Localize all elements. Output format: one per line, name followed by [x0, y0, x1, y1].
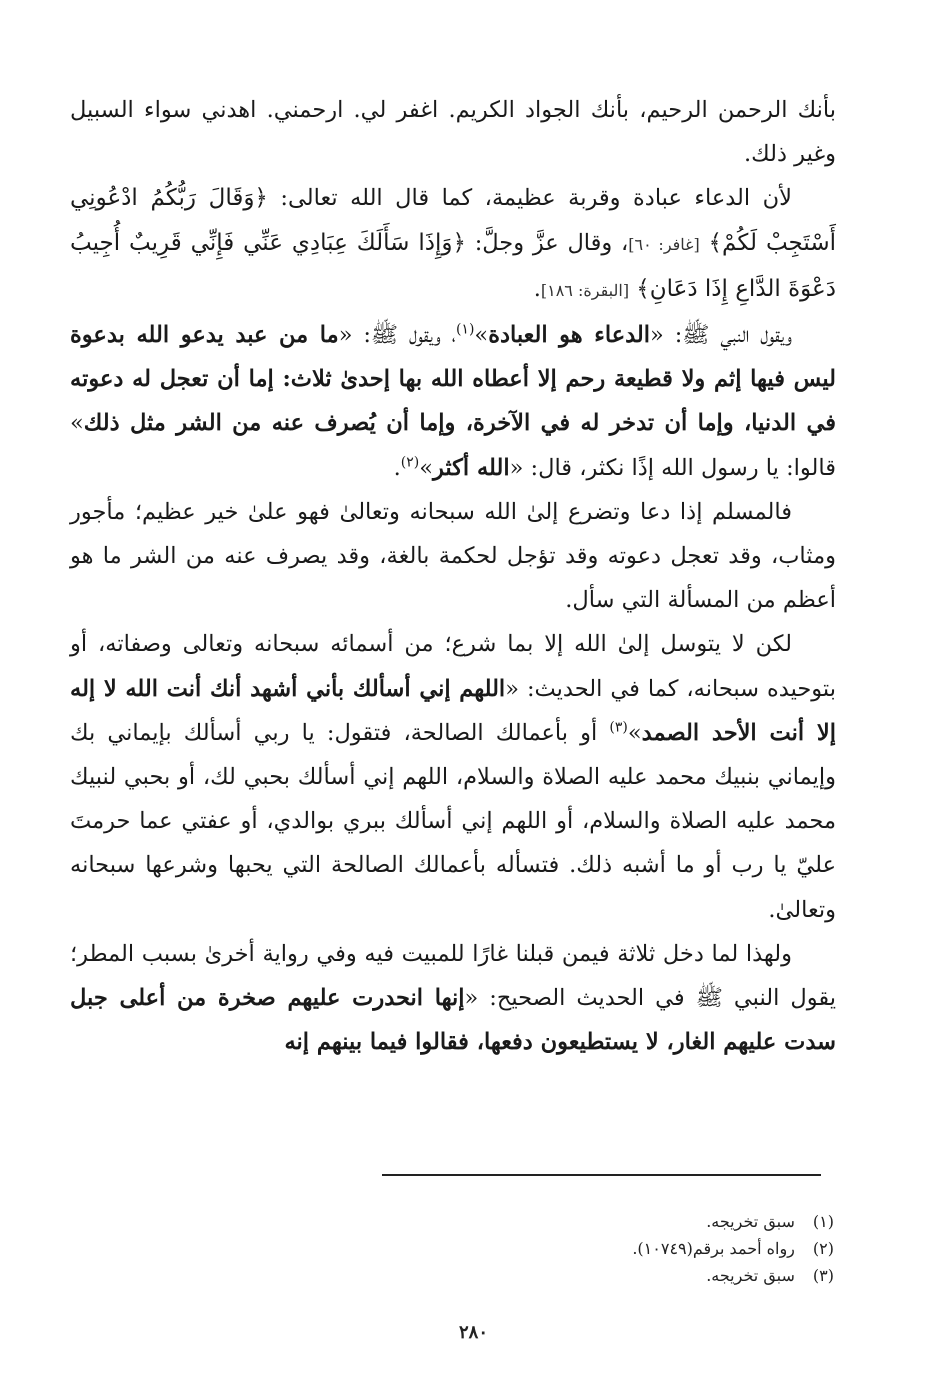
- hadith-bold-4: اللهم إني أسألك بأني أشهد أنك أنت الله لا إله إلا أنت الأحد الصمد: [70, 675, 836, 746]
- paragraph-4-text: فالمسلم إذا دعا وتضرع إلىٰ الله سبحانه وتعالىٰ فهو علىٰ خير عظيم؛ مأجور ومثاب، وقد تعجل دعوته وقد تؤجل لحكمة بالغة، وقد يصرف عنه من الشر ما هو أعظم من المسألة التي سأل.: [70, 498, 836, 614]
- paragraph-1: [70, 88, 836, 176]
- footnote-number: (٢): [812, 1239, 834, 1258]
- footnote-1: [300, 1208, 834, 1235]
- paragraph-5-text-c: أو بأعمالك الصالحة، فتقول: يا ربي أسألك بإيماني بك وإيماني بنبيك محمد عليه الصلاة والسلام، اللهم إني أسألك بحبي لك، أو بحبي لنبيك محمد عليه الصلاة والسلام، أو اللهم إني أسألك ببري بوالدي، أو عفتي عما حرمتَ عليّ يا رب أو ما أشبه ذلك. فتسأله بأعمالك الصالحة التي يحبها وشرعها سبحانه وتعالىٰ.: [70, 719, 836, 923]
- footnote-number: (٣): [812, 1266, 834, 1285]
- main-text: [70, 88, 836, 1064]
- paragraph-2-text-a: لأن الدعاء عبادة وقربة عظيمة، كما قال الله تعالى:: [280, 185, 792, 212]
- paragraph-6: [70, 932, 836, 1065]
- paragraph-4: [70, 490, 836, 623]
- verse-reference-2: [البقرة: ١٨٦]: [540, 280, 630, 300]
- paragraph-6-text-a: ولهذا لما دخل ثلاثة فيمن قبلنا غارًا للمبيت فيه وفي رواية أخرىٰ بسبب المطر؛ يقول النبي ﷺ في الحديث الصحيح: «: [70, 940, 836, 1012]
- paragraph-1-text: بأنك الرحمن الرحيم، بأنك الجواد الكريم. اغفر لي. ارحمني. اهدني سواء السبيل وغير ذلك.: [70, 97, 836, 168]
- verse-reference-1: [غافر: ٦٠]: [628, 234, 700, 254]
- hadith-bold-5: إنها انحدرت عليهم صخرة من أعلى جبل سدت عليهم الغار، لا يستطيعون دفعها، فقالوا فيما بينهم إنه: [70, 985, 836, 1056]
- footnote-number: (١): [812, 1212, 834, 1231]
- footnote-divider: [382, 1174, 821, 1176]
- paragraph-2-text-c: .: [533, 275, 541, 302]
- footnote-marker-1: (١): [455, 321, 475, 338]
- footnote-text: سبق تخريجه.: [706, 1212, 795, 1231]
- paragraph-3-text-d: » قالوا: يا رسول الله إذًا نكثر، قال: «: [70, 410, 836, 481]
- paragraph-2: [70, 176, 836, 313]
- footnote-text: سبق تخريجه.: [706, 1266, 795, 1285]
- page-number: ٢٨٠: [458, 1322, 488, 1343]
- footnote-text: رواه أحمد برقم(١٠٧٤٩).: [632, 1239, 795, 1258]
- paragraph-3-text-a: ويقول النبي ﷺ: «: [650, 322, 792, 349]
- paragraph-3-text-f: .: [393, 454, 401, 481]
- paragraph-5: [70, 622, 836, 931]
- paragraph-3-text-c: ، ويقول ﷺ: «: [338, 322, 456, 349]
- footnote-3: [300, 1262, 834, 1289]
- paragraph-5-text-a: لكن لا يتوسل إلىٰ الله إلا بما شرع؛ من أسمائه سبحانه وتعالى وصفاته، أو بتوحيده سبحانه، كما في الحديث: «: [70, 631, 836, 702]
- paragraph-2-text-b: ، وقال عزَّ وجلَّ:: [474, 229, 629, 256]
- quran-verse-1: ﴿وَقَالَ رَبُّكُمُ ادْعُونِي أَسْتَجِبْ لَكُمْ﴾: [70, 185, 836, 256]
- footnote-marker-2: (٢): [400, 454, 420, 471]
- paragraph-3-text-b: »: [474, 322, 489, 349]
- paragraph-5-text-b: »: [627, 719, 642, 746]
- footnote-marker-3: (٣): [609, 719, 628, 736]
- paragraph-3-text-e: »: [419, 454, 433, 481]
- footnotes: [300, 1208, 834, 1289]
- hadith-bold-3: الله أكثر: [432, 454, 510, 481]
- hadith-bold-1: الدعاء هو العبادة: [488, 322, 651, 349]
- hadith-bold-2: ما من عبد يدعو الله بدعوة ليس فيها إثم ولا قطيعة رحم إلا أعطاه الله بها إحدىٰ ثلاث: إما أن تعجل له دعوته في الدنيا، وإما أن تدخر له في الآخرة، وإما أن يُصرف عنه من الشر مثل ذلك: [70, 322, 836, 437]
- footnote-2: [300, 1235, 834, 1262]
- quran-verse-2: ﴿وَإِذَا سَأَلَكَ عِبَادِي عَنِّي فَإِنِّي قَرِيبٌ أُجِيبُ دَعْوَةَ الدَّاعِ إِذَا دَعَانِ﴾: [70, 229, 836, 302]
- paragraph-3: [70, 313, 836, 490]
